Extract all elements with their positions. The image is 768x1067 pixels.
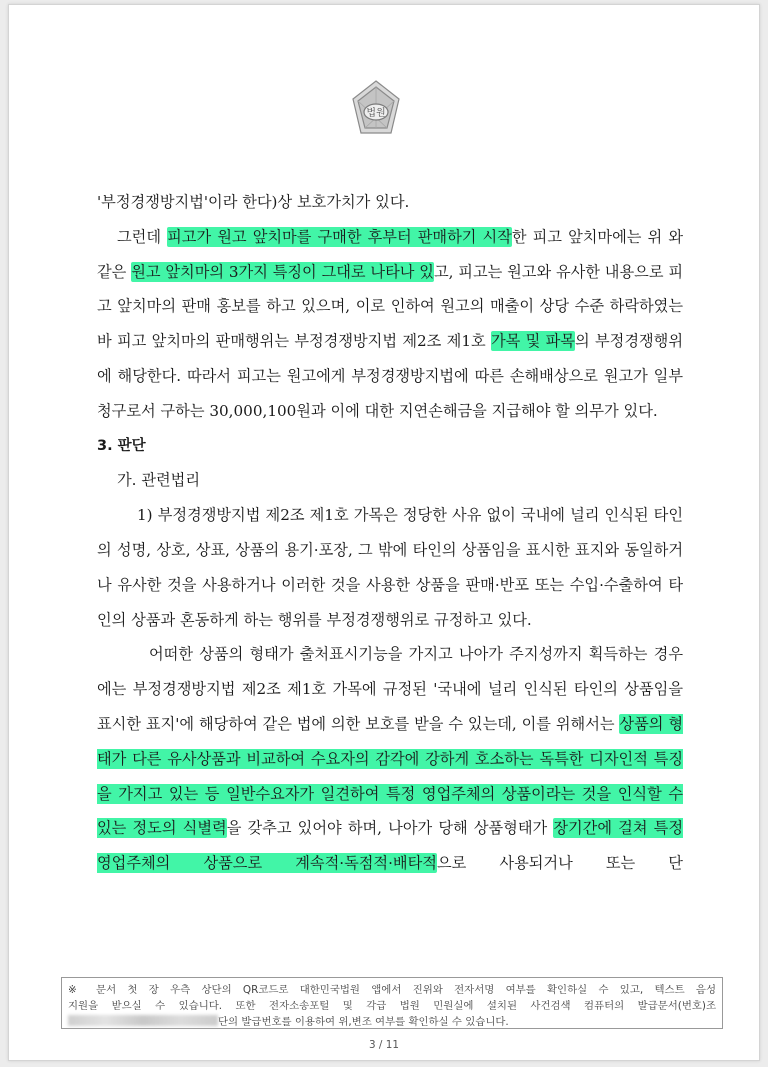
paragraph-0: '부정경쟁방지법'이라 한다)상 보호가치가 있다.	[97, 193, 410, 211]
svg-text:법원: 법원	[366, 108, 386, 119]
judgment-body	[97, 185, 683, 881]
court-seal-icon	[350, 79, 402, 139]
section-heading: 3. 판단	[97, 437, 146, 454]
subsection-heading: 가. 관련법리	[117, 471, 201, 490]
page-number: 3 / 11	[369, 1039, 399, 1051]
redacted-issue-number	[68, 1015, 218, 1026]
document-page	[8, 4, 760, 1061]
highlight-3: 가목 및 파목	[490, 332, 575, 351]
paragraph-law-2: 어떠한 상품의 형태가 출처표시기능을 가지고 나아가 주지성까지 획득하는 경우에는 부정경쟁방지법 제2조 제1호 가목에 규정된 '국내에 널리 인식된 타인의 상품임을 표시한 표지'에 해당하여 같은 법에 의한 보호를 받을 수 있는데, 이를 위해서는 상품의 형태가 다른 유사상품과 비교하여 수요자의 감각에 강하게 호소하는 독특한 디자인적 특징을 가지고 있는 등 일반수요자가 일견하여 특정 영업주체의 상품이라는 것을 인식할 수 있는 정도의 식별력을 갖추고 있어야 하며, 나아가 당해 상품형태가 장기간에 걸쳐 특정 영업주체의 상품으로 계속적·독점적·배타적으로 사용되거나 또는 단	[97, 645, 684, 873]
paragraph-plaintiff-claim: 그런데 피고가 원고 앞치마를 구매한 후부터 판매하기 시작한 피고 앞치마에는 위 와 같은 원고 앞치마의 3가지 특징이 그대로 나타나 있고, 피고는 원고와 유사한 내용으로 피고 앞치마의 판매 홍보를 하고 있으며, 이로 인하여 원고의 매출이 상당 수준 하락하였는바 피고 앞치마의 판매행위는 부정경쟁방지법 제2조 제1호 가목 및 파목의 부정경쟁행위에 해당한다. 따라서 피고는 원고에게 부정경쟁방지법에 따른 손해배상으로 원고가 일부 청구로서 구하는 30,000,100원과 이에 대한 지연손해금을 지급해야 할 의무가 있다.	[97, 227, 683, 420]
highlight-1: 피고가 원고 앞치마를 구매한 후부터 판매하기 시작	[167, 227, 512, 246]
paragraph-law-1: 1) 부정경쟁방지법 제2조 제1호 가목은 정당한 사유 없이 국내에 널리 인식된 타인의 성명, 상호, 상표, 상품의 용기·포장, 그 밖에 타인의 상품임을 표시한 표지와 동일하거나 유사한 것을 사용하거나 이러한 것을 사용한 상품을 판매·반포 또는 수입·수출하여 타인의 상품과 혼동하게 하는 행위를 부정경쟁행위로 규정하고 있다.	[97, 506, 683, 629]
highlight-5: 장기간에 걸쳐 특정 영업주체의 상품으로 계속적·독점적·배타적	[97, 819, 684, 873]
highlight-2: 원고 앞치마의 3가지 특징이 그대로 나타나 있	[131, 262, 434, 281]
authenticity-notice: ※ 문서 첫 장 우측 상단의 QR코드로 대한민국법원 앱에서 진위와 전자서명 여부를 확인하실 수 있고, 텍스트 음성 지원을 받으실 수 있습니다. 또한 전자소송포털 및 각급 법원 민원실에 설치된 사건검색 컴퓨터의 발급문서(번호)조 단의 발급번호를 이용하여 위,변조 여부를 확인하실 수 있습니다.	[61, 977, 723, 1029]
highlight-4: 상품의 형태가 다른 유사상품과 비교하여 수요자의 감각에 강하게 호소하는 독특한 디자인적 특징을 가지고 있는 등 일반수요자가 일견하여 특정 영업주체의 상품이라는 것을 인식할 수 있는 정도의 식별력	[97, 714, 684, 838]
